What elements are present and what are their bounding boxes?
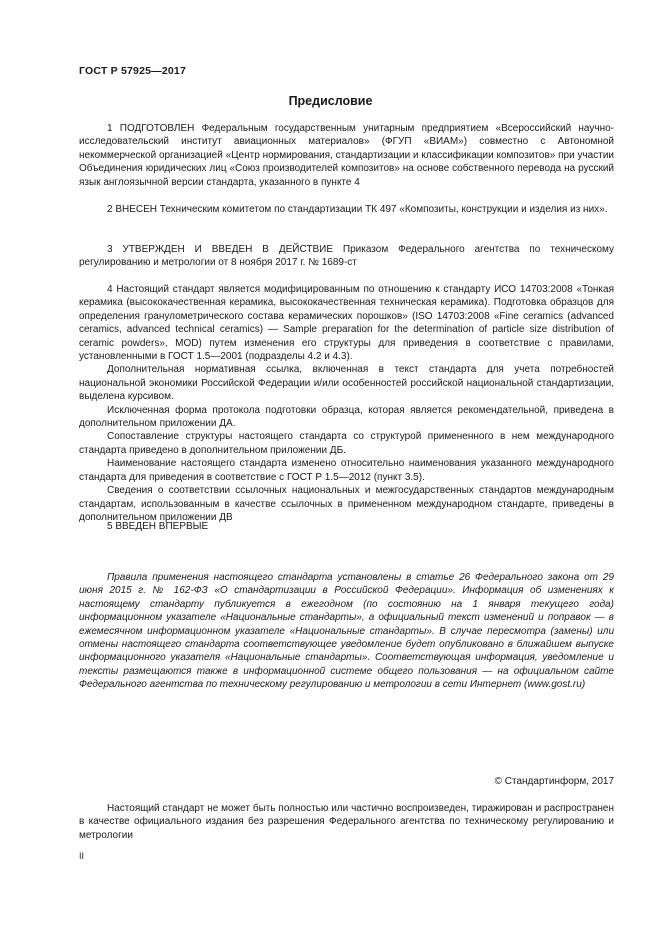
section-4-paragraph-1: 4 Настоящий стандарт является модифицированным по отношению к стандарту ИСО 14703:2008 «Тонкая керамика (высококачественная керамика, высококачественная техническая керамика). Подготовка образцов для определения гранулометрического состава керамических порошков» (ISO 14703:2008 «Fine ceramics (advanced ceramics, advanced technical ceramics) — Sample preparation for the determination of particle size distribution of ceramic powders», MOD) путем изменения его структуры для приведения в соответствие с правилами, установленными в ГОСТ 1.5—2001 (подразделы 4.2 и 4.3). [79, 284, 614, 363]
section-2-text: 2 ВНЕСЕН Техническим комитетом по стандартизации ТК 497 «Композиты, конструкции и изделия из них». [107, 204, 608, 215]
rules-notice [79, 571, 614, 692]
section-3-text: 3 УТВЕРЖДЕН И ВВЕДЕН В ДЕЙСТВИЕ Приказом Федерального агентства по техническому регулированию и метрологии от 8 ноября 2017 г. № 1689-ст [79, 244, 614, 269]
section-1 [79, 122, 614, 189]
section-1-text: 1 ПОДГОТОВЛЕН Федеральным государственным унитарным предприятием «Всероссийский научно-исследовательский институт авиационных материалов» (ФГУП «ВИАМ») совместно с Автономной некоммерческой организацией «Центр нормирования, стандартизации и классификации композитов» при участии Объединения юридических лиц «Союз производителей композитов» на основе собственного перевода на русский язык англоязычной версии стандарта, указанного в пункте 4 [79, 123, 614, 188]
page-number: II [79, 851, 85, 861]
reproduction-notice-text: Настоящий стандарт не может быть полностью или частично воспроизведен, тиражирован и распространен в качестве официального издания без разрешения Федерального агентства по техническому регулированию и метрологии [79, 803, 614, 841]
reproduction-notice [79, 802, 614, 842]
copyright: © Стандартинформ, 2017 [494, 776, 614, 787]
section-4-paragraph-4: Сопоставление структуры настоящего стандарта со структурой примененного в нем международного стандарта приведено в дополнительном приложении ДБ. [79, 431, 614, 456]
standard-code: ГОСТ Р 57925—2017 [79, 65, 187, 77]
section-4-paragraph-2: Дополнительная нормативная ссылка, включенная в текст стандарта для учета потребностей национальной экономики Российской Федерации и/или особенностей российской национальной стандартизации, выделена курсивом. [79, 364, 614, 403]
section-5-text: 5 ВВЕДЕН ВПЕРВЫЕ [107, 521, 209, 532]
section-5 [79, 520, 614, 533]
section-3 [79, 243, 614, 270]
rules-notice-text: Правила применения настоящего стандарта установлены в статье 26 Федерального закона от 29 июня 2015 г. № 162-ФЗ «О стандартизации в Российской Федерации». Информация об изменениях к настоящему стандарту публикуется в ежегодном (по состоянию на 1 января текущего года) информационном указателе «Национальные стандарты», а официальный текст изменений и поправок — в ежемесячном информационном указателе «Национальные стандарты». В случае пересмотра (замены) или отмены настоящего стандарта соответствующее уведомление будет опубликовано в ближайшем выпуске информационного указателя «Национальные стандарты». Соответствующая информация, уведомление и тексты размещаются также в информационной системе общего пользования — на официальном сайте Федерального агентства по техническому регулированию и метрологии в сети Интернет (www.gost.ru) [79, 572, 614, 691]
section-4-paragraph-6: Сведения о соответствии ссылочных национальных и межгосударственных стандартов международным стандартам, использованным в качестве ссылочных в примененном международном стандарте, приведены в дополнительном приложении ДВ [79, 485, 614, 523]
section-4-paragraph-3: Исключенная форма протокола подготовки образца, которая является рекомендательной, приведена в дополнительном приложении ДА. [79, 404, 614, 430]
section-2 [79, 203, 614, 216]
page-title: Предисловие [288, 94, 373, 108]
section-4 [79, 283, 614, 524]
section-4-paragraph-5: Наименование настоящего стандарта изменено относительно наименования указанного международного стандарта для приведения в соответствие с ГОСТ Р 1.5—2012 (пункт 3.5). [79, 458, 614, 483]
